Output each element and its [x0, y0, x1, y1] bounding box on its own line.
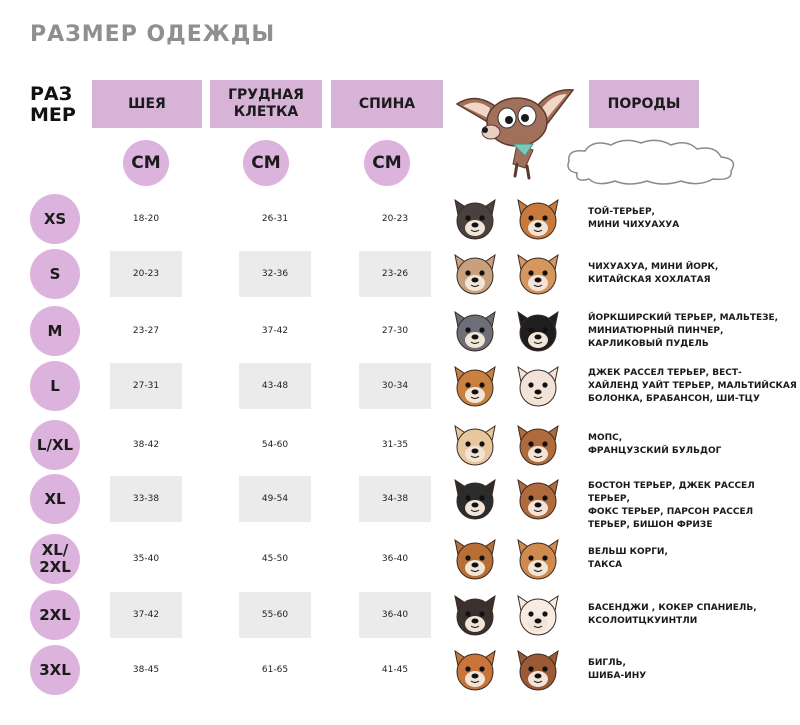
- breed-list: [588, 546, 798, 572]
- neck-cell: 27-31: [110, 363, 182, 409]
- breed-line: ФОКС ТЕРЬЕР, ПАРСОН РАССЕЛ: [588, 506, 754, 517]
- breed-line: БИГЛЬ,: [588, 658, 626, 668]
- neck-cell: 33-38: [110, 476, 182, 522]
- breed-line: ЙОРКШИРСКИЙ ТЕРЬЕР, МАЛЬТЕЗЕ,: [588, 312, 779, 323]
- dog-face-icon: [449, 361, 501, 411]
- back-cell: 30-34: [359, 363, 431, 409]
- size-badge-line: XL/: [41, 541, 69, 559]
- breed-line: ДЖЕК РАССЕЛ ТЕРЬЕР, ВЕСТ-: [588, 367, 742, 378]
- breed-line: ЧИХУАХУА, МИНИ ЙОРК,: [588, 262, 719, 272]
- chest-cell: 61-65: [261, 665, 289, 675]
- back-cell: 27-30: [381, 326, 409, 336]
- size-badge: [30, 361, 80, 411]
- dog-face-icon: [512, 590, 564, 640]
- size-badge: [30, 306, 80, 356]
- neck-header-label: ШЕЯ: [128, 95, 166, 112]
- back-unit-badge: СМ: [364, 140, 410, 186]
- chest-cell: 45-50: [261, 554, 289, 564]
- neck-cell: 38-45: [132, 665, 160, 675]
- size-column-header: [30, 84, 90, 126]
- neck-column-header: [92, 80, 202, 128]
- breed-list: [588, 480, 798, 532]
- dog-face-icon: [512, 194, 564, 244]
- breed-line: МИНИАТЮРНЫЙ ПИНЧЕР,: [588, 325, 724, 336]
- dog-face-icon: [512, 420, 564, 470]
- back-cell: 34-38: [359, 476, 431, 522]
- chest-cell: 55-60: [239, 592, 311, 638]
- size-badge: [30, 590, 80, 640]
- size-header-line-2: МЕР: [30, 104, 76, 126]
- breed-line: ТЕРЬЕР, БИШОН ФРИЗЕ: [588, 519, 713, 530]
- breed-line: ТАКСА: [588, 560, 623, 570]
- neck-cell: 18-20: [132, 214, 160, 224]
- dog-face-icon: [512, 474, 564, 524]
- size-badge: [30, 645, 80, 695]
- breed-line: БОСТОН ТЕРЬЕР, ДЖЕК РАССЕЛ ТЕРЬЕР,: [588, 480, 755, 504]
- back-cell: 36-40: [381, 554, 409, 564]
- chest-header-line-1: ГРУДНАЯ: [228, 87, 304, 103]
- size-badge-line: 2XL: [39, 558, 71, 576]
- dog-face-icon: [449, 306, 501, 356]
- back-cell: 36-40: [359, 592, 431, 638]
- dog-face-icon: [512, 361, 564, 411]
- breed-line: ХАЙЛЕНД УАЙТ ТЕРЬЕР, МАЛЬТИЙСКАЯ: [588, 380, 797, 391]
- dog-face-icon: [449, 534, 501, 584]
- back-column-header: [331, 80, 443, 128]
- breed-line: МОПС,: [588, 433, 623, 443]
- neck-cell: 38-42: [132, 440, 160, 450]
- size-badge-label: 3XL: [39, 660, 71, 679]
- neck-cell: 35-40: [132, 554, 160, 564]
- breed-line: КИТАЙСКАЯ ХОХЛАТАЯ: [588, 275, 711, 285]
- back-cell: 31-35: [381, 440, 409, 450]
- thought-cloud-icon: [563, 137, 743, 187]
- size-badge: [30, 249, 80, 299]
- dog-face-icon: [449, 194, 501, 244]
- neck-cell: 20-23: [110, 251, 182, 297]
- chihuahua-mascot-icon: [455, 84, 575, 184]
- breed-list: [588, 602, 798, 628]
- breed-list: [588, 261, 798, 287]
- dog-face-icon: [449, 249, 501, 299]
- size-badge-label: S: [49, 264, 61, 283]
- breeds-column-header: [589, 80, 699, 128]
- dog-face-icon: [449, 590, 501, 640]
- breed-list: [588, 206, 798, 232]
- breed-line: БОЛОНКА, БРАБАНСОН, ШИ-ТЦУ: [588, 393, 760, 404]
- dog-face-icon: [449, 420, 501, 470]
- breed-line: ШИБА-ИНУ: [588, 671, 647, 681]
- back-cell: 23-26: [359, 251, 431, 297]
- chest-unit-badge: СМ: [243, 140, 289, 186]
- back-cell: 20-23: [381, 214, 409, 224]
- breed-line: ФРАНЦУЗСКИЙ БУЛЬДОГ: [588, 446, 722, 456]
- breed-line: МИНИ ЧИХУАХУА: [588, 220, 680, 230]
- back-cell: 41-45: [381, 665, 409, 675]
- size-badge: [30, 474, 80, 524]
- dog-face-icon: [512, 534, 564, 584]
- size-badge-label: XS: [43, 209, 67, 228]
- dog-face-icon: [449, 645, 501, 695]
- breed-list: [588, 367, 798, 406]
- size-badge-label: M: [47, 321, 63, 340]
- size-badge-label: XL: [44, 489, 66, 508]
- chest-cell: 43-48: [239, 363, 311, 409]
- chest-cell: 32-36: [239, 251, 311, 297]
- size-badge-label: L: [50, 376, 60, 395]
- size-badge: [30, 420, 80, 470]
- breed-list: [588, 432, 798, 458]
- size-badge-label: 2XL: [39, 605, 71, 624]
- chest-cell: 26-31: [261, 214, 289, 224]
- chest-cell: 54-60: [261, 440, 289, 450]
- size-badge-label: L/XL: [36, 435, 74, 454]
- neck-cell: 37-42: [110, 592, 182, 638]
- chest-cell: 37-42: [261, 326, 289, 336]
- chest-column-header: [210, 80, 322, 128]
- breed-line: ВЕЛЬШ КОРГИ,: [588, 547, 668, 557]
- dog-face-icon: [512, 645, 564, 695]
- size-header-line-1: РАЗ: [30, 83, 73, 105]
- breed-line: КСОЛОИТЦКУИНТЛИ: [588, 616, 698, 626]
- neck-cell: 23-27: [132, 326, 160, 336]
- dog-face-icon: [512, 249, 564, 299]
- chest-header-line-2: КЛЕТКА: [233, 104, 299, 120]
- breed-list: [588, 657, 798, 683]
- page-title: РАЗМЕР ОДЕЖДЫ: [30, 22, 276, 47]
- breeds-header-label: ПОРОДЫ: [607, 95, 681, 112]
- breed-list: [588, 312, 798, 351]
- size-badge: [30, 194, 80, 244]
- size-badge-label: [39, 542, 71, 576]
- breed-line: ТОЙ-ТЕРЬЕР,: [588, 207, 655, 217]
- chest-cell: 49-54: [239, 476, 311, 522]
- dog-face-icon: [449, 474, 501, 524]
- back-header-label: СПИНА: [358, 95, 416, 112]
- size-badge: [30, 534, 80, 584]
- breed-line: КАРЛИКОВЫЙ ПУДЕЛЬ: [588, 338, 709, 349]
- neck-unit-badge: СМ: [123, 140, 169, 186]
- breed-line: БАСЕНДЖИ , КОКЕР СПАНИЕЛЬ,: [588, 603, 757, 613]
- dog-face-icon: [512, 306, 564, 356]
